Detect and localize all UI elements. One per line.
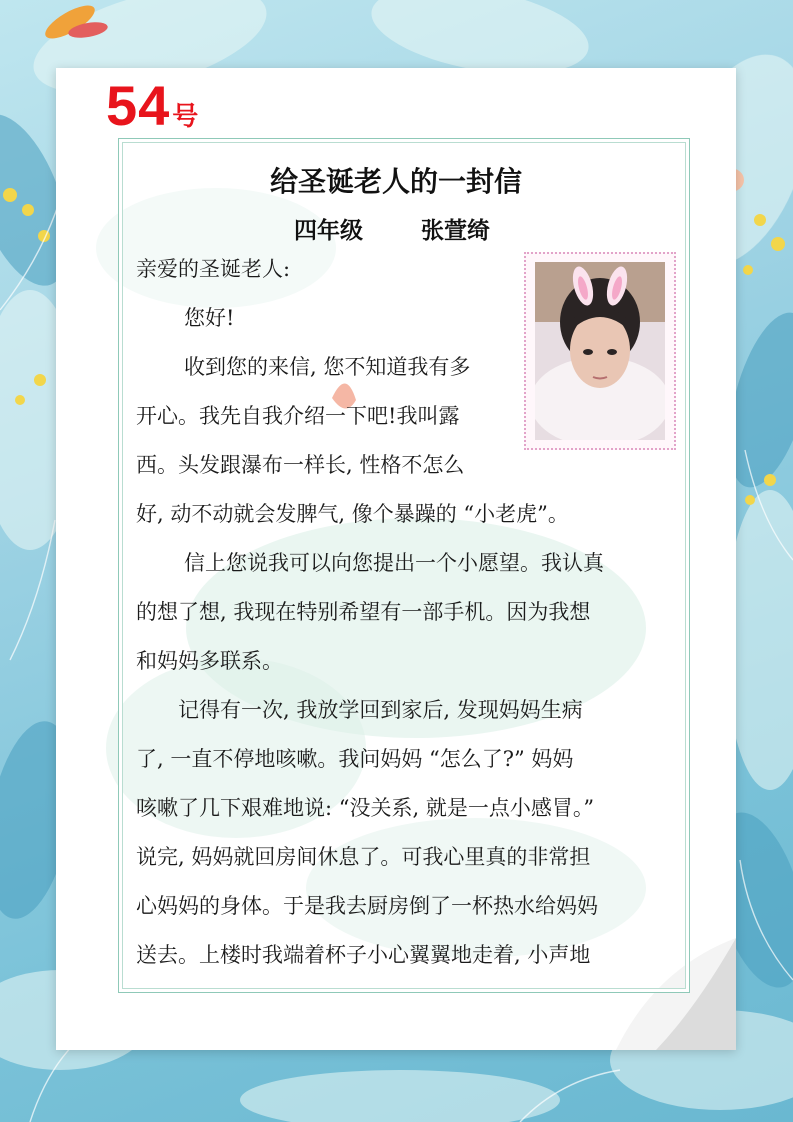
letter-line: 咳嗽了几下艰难地说: “没关系, 就是一点小感冒。” [136, 796, 595, 820]
letter-line: 心妈妈的身体。于是我去厨房倒了一杯热水给妈妈 [136, 894, 598, 918]
letter-line: 的想了想, 我现在特别希望有一部手机。因为我想 [136, 600, 591, 624]
letter-line: 了, 一直不停地咳嗽。我问妈妈 “怎么了?” 妈妈 [136, 747, 574, 771]
letter-paper [56, 68, 736, 1050]
issue-number-suffix: 号 [172, 101, 199, 131]
letter-line: 说完, 妈妈就回房间休息了。可我心里真的非常担 [136, 845, 591, 869]
letter-line: 和妈妈多联系。 [136, 649, 283, 673]
letter-title: 给圣诞老人的一封信 [269, 165, 522, 198]
letter-line: 西。头发跟瀑布一样长, 性格不怎么 [136, 453, 465, 477]
letter-line: 亲爱的圣诞老人: [136, 257, 291, 281]
student-photo [535, 262, 665, 440]
author-name: 张萱绮 [421, 218, 490, 244]
student-photo-frame [524, 252, 676, 450]
letter-line: 您好! [184, 306, 235, 330]
letter-line: 信上您说我可以向您提出一个小愿望。我认真 [184, 551, 604, 575]
grade-label: 四年级 [294, 218, 363, 244]
author-line [294, 212, 490, 245]
letter-line: 收到您的来信, 您不知道我有多 [184, 355, 471, 379]
letter-line: 送去。上楼时我端着杯子小心翼翼地走着, 小声地 [136, 943, 591, 967]
issue-number [106, 74, 199, 137]
letter-line: 开心。我先自我介绍一下吧!我叫露 [136, 404, 460, 428]
letter-line: 好, 动不动就会发脾气, 像个暴躁的 “小老虎”。 [136, 502, 569, 526]
issue-number-value: 54 [106, 74, 171, 137]
letter-line: 记得有一次, 我放学回到家后, 发现妈妈生病 [178, 698, 583, 722]
